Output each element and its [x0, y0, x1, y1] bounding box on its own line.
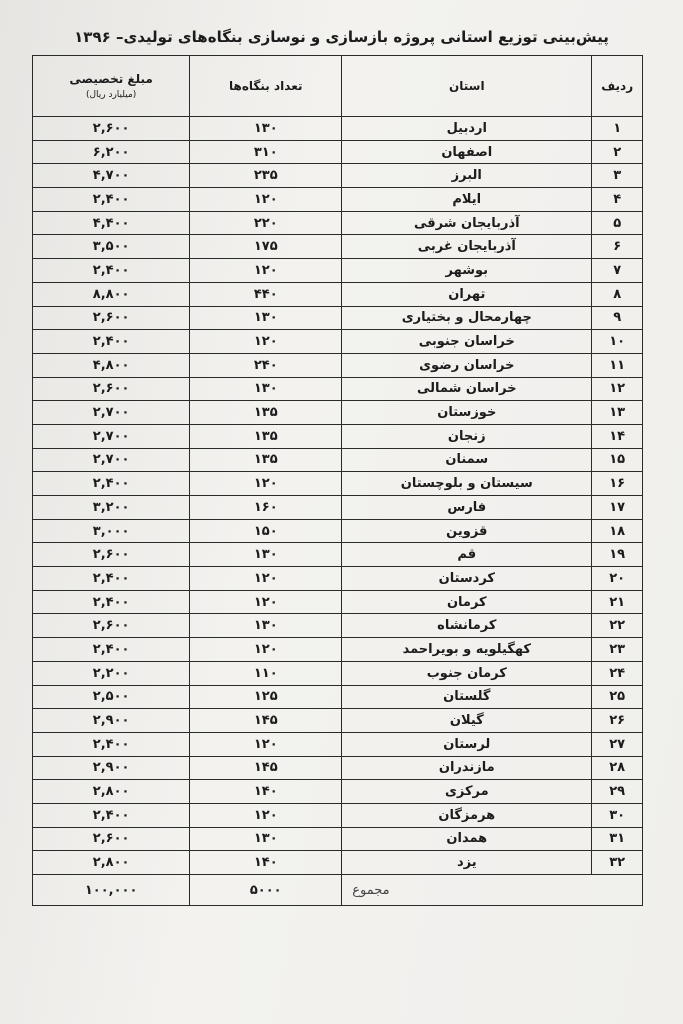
- row-count: ۱۳۰: [190, 377, 342, 401]
- row-amount: ۲,۲۰۰: [33, 661, 190, 685]
- row-index: ۲۶: [592, 709, 643, 733]
- row-amount: ۲,۴۰۰: [33, 590, 190, 614]
- row-index: ۳۱: [592, 827, 643, 851]
- table-row: [33, 235, 643, 259]
- row-index: ۱۱: [592, 353, 643, 377]
- row-count: ۱۳۰: [190, 827, 342, 851]
- row-amount: ۲,۶۰۰: [33, 377, 190, 401]
- table-row: [33, 732, 643, 756]
- row-count: ۱۲۰: [190, 259, 342, 283]
- row-province: خوزستان: [342, 401, 592, 425]
- row-province: یزد: [342, 851, 592, 875]
- table-row: [33, 306, 643, 330]
- total-amount: ۱۰۰,۰۰۰: [33, 875, 190, 906]
- row-index: ۲۹: [592, 780, 643, 804]
- row-count: ۴۴۰: [190, 282, 342, 306]
- table-row: [33, 140, 643, 164]
- row-amount: ۳,۲۰۰: [33, 496, 190, 520]
- row-amount: ۳,۵۰۰: [33, 235, 190, 259]
- table-row: [33, 519, 643, 543]
- row-index: ۲۸: [592, 756, 643, 780]
- table-row: [33, 756, 643, 780]
- row-index: ۷: [592, 259, 643, 283]
- table-row: [33, 448, 643, 472]
- table-row: [33, 709, 643, 733]
- row-count: ۱۲۰: [190, 638, 342, 662]
- row-province: لرستان: [342, 732, 592, 756]
- row-amount: ۲,۴۰۰: [33, 188, 190, 212]
- row-amount: ۲,۶۰۰: [33, 614, 190, 638]
- table-row: [33, 590, 643, 614]
- header-amount-label: مبلغ تخصیصی: [69, 72, 153, 86]
- row-province: آذربایجان غربی: [342, 235, 592, 259]
- row-province: ایلام: [342, 188, 592, 212]
- row-index: ۹: [592, 306, 643, 330]
- table-row: [33, 543, 643, 567]
- table-row: [33, 282, 643, 306]
- row-province: سمنان: [342, 448, 592, 472]
- row-index: ۱۴: [592, 424, 643, 448]
- row-index: ۱۸: [592, 519, 643, 543]
- table-row: [33, 661, 643, 685]
- row-count: ۱۴۰: [190, 851, 342, 875]
- row-count: ۱۷۵: [190, 235, 342, 259]
- table-row: [33, 259, 643, 283]
- row-count: ۱۲۰: [190, 590, 342, 614]
- table-body: [33, 117, 643, 875]
- row-index: ۵: [592, 211, 643, 235]
- row-amount: ۲,۴۰۰: [33, 259, 190, 283]
- row-count: ۱۲۰: [190, 472, 342, 496]
- row-count: ۱۲۰: [190, 567, 342, 591]
- row-amount: ۲,۷۰۰: [33, 448, 190, 472]
- total-count: ۵۰۰۰: [190, 875, 342, 906]
- row-province: اصفهان: [342, 140, 592, 164]
- row-amount: ۲,۴۰۰: [33, 330, 190, 354]
- row-count: ۱۴۰: [190, 780, 342, 804]
- row-province: زنجان: [342, 424, 592, 448]
- row-count: ۳۱۰: [190, 140, 342, 164]
- row-count: ۲۳۵: [190, 164, 342, 188]
- row-province: کهگیلویه و بویراحمد: [342, 638, 592, 662]
- row-index: ۲۲: [592, 614, 643, 638]
- row-count: ۱۳۰: [190, 117, 342, 141]
- header-amount: [33, 56, 190, 117]
- row-province: خراسان رضوی: [342, 353, 592, 377]
- row-amount: ۲,۴۰۰: [33, 803, 190, 827]
- row-amount: ۴,۸۰۰: [33, 353, 190, 377]
- row-index: ۳: [592, 164, 643, 188]
- row-amount: ۳,۰۰۰: [33, 519, 190, 543]
- row-province: همدان: [342, 827, 592, 851]
- header-count: تعداد بنگاه‌ها: [190, 56, 342, 117]
- row-province: کردستان: [342, 567, 592, 591]
- row-index: ۳۰: [592, 803, 643, 827]
- row-province: کرمان: [342, 590, 592, 614]
- row-province: قزوین: [342, 519, 592, 543]
- row-province: چهارمحال و بختیاری: [342, 306, 592, 330]
- row-amount: ۲,۶۰۰: [33, 827, 190, 851]
- table-row: [33, 780, 643, 804]
- row-amount: ۲,۶۰۰: [33, 543, 190, 567]
- header-province: استان: [342, 56, 592, 117]
- row-amount: ۲,۵۰۰: [33, 685, 190, 709]
- row-index: ۱۹: [592, 543, 643, 567]
- table-row: [33, 614, 643, 638]
- table-row: [33, 567, 643, 591]
- row-province: بوشهر: [342, 259, 592, 283]
- row-count: ۱۲۰: [190, 803, 342, 827]
- table-row: [33, 330, 643, 354]
- row-amount: ۲,۸۰۰: [33, 780, 190, 804]
- row-count: ۲۲۰: [190, 211, 342, 235]
- row-count: ۱۳۵: [190, 401, 342, 425]
- row-index: ۲: [592, 140, 643, 164]
- row-amount: ۲,۷۰۰: [33, 401, 190, 425]
- row-amount: ۲,۶۰۰: [33, 117, 190, 141]
- row-province: سیستان و بلوچستان: [342, 472, 592, 496]
- row-amount: ۲,۶۰۰: [33, 306, 190, 330]
- row-count: ۱۳۰: [190, 543, 342, 567]
- row-count: ۱۴۵: [190, 756, 342, 780]
- row-index: ۲۰: [592, 567, 643, 591]
- table-row: [33, 117, 643, 141]
- row-count: ۱۲۰: [190, 732, 342, 756]
- row-count: ۱۳۰: [190, 306, 342, 330]
- row-index: ۲۱: [592, 590, 643, 614]
- row-count: ۱۶۰: [190, 496, 342, 520]
- row-province: مازندران: [342, 756, 592, 780]
- row-index: ۲۷: [592, 732, 643, 756]
- row-amount: ۲,۴۰۰: [33, 638, 190, 662]
- row-province: آذربایجان شرقی: [342, 211, 592, 235]
- row-province: خراسان شمالی: [342, 377, 592, 401]
- table-row: [33, 377, 643, 401]
- total-row: [33, 875, 643, 906]
- row-province: تهران: [342, 282, 592, 306]
- table-row: [33, 827, 643, 851]
- table-row: [33, 851, 643, 875]
- row-index: ۴: [592, 188, 643, 212]
- row-amount: ۲,۴۰۰: [33, 732, 190, 756]
- row-province: گیلان: [342, 709, 592, 733]
- row-amount: ۴,۷۰۰: [33, 164, 190, 188]
- row-index: ۳۲: [592, 851, 643, 875]
- row-province: کرمانشاه: [342, 614, 592, 638]
- row-count: ۱۱۰: [190, 661, 342, 685]
- row-amount: ۲,۹۰۰: [33, 756, 190, 780]
- row-index: ۱۵: [592, 448, 643, 472]
- row-amount: ۶,۲۰۰: [33, 140, 190, 164]
- row-province: کرمان جنوب: [342, 661, 592, 685]
- table-row: [33, 164, 643, 188]
- row-index: ۸: [592, 282, 643, 306]
- row-count: ۱۳۰: [190, 614, 342, 638]
- table-row: [33, 188, 643, 212]
- table-row: [33, 211, 643, 235]
- table-row: [33, 472, 643, 496]
- row-province: گلستان: [342, 685, 592, 709]
- row-count: ۱۲۰: [190, 330, 342, 354]
- row-count: ۲۴۰: [190, 353, 342, 377]
- table-row: [33, 685, 643, 709]
- row-index: ۱۷: [592, 496, 643, 520]
- table-row: [33, 803, 643, 827]
- row-count: ۱۲۵: [190, 685, 342, 709]
- table-row: [33, 401, 643, 425]
- row-amount: ۲,۴۰۰: [33, 472, 190, 496]
- row-province: قم: [342, 543, 592, 567]
- row-amount: ۴,۴۰۰: [33, 211, 190, 235]
- row-count: ۱۲۰: [190, 188, 342, 212]
- table-row: [33, 638, 643, 662]
- row-index: ۲۳: [592, 638, 643, 662]
- header-amount-unit: (میلیارد ریال): [85, 90, 137, 100]
- row-province: فارس: [342, 496, 592, 520]
- row-index: ۱۳: [592, 401, 643, 425]
- row-count: ۱۴۵: [190, 709, 342, 733]
- allocation-table: [32, 55, 643, 906]
- row-amount: ۲,۴۰۰: [33, 567, 190, 591]
- row-index: ۲۵: [592, 685, 643, 709]
- row-index: ۲۴: [592, 661, 643, 685]
- row-province: مرکزی: [342, 780, 592, 804]
- row-index: ۱: [592, 117, 643, 141]
- row-province: البرز: [342, 164, 592, 188]
- table-row: [33, 353, 643, 377]
- row-province: خراسان جنوبی: [342, 330, 592, 354]
- total-label: مجموع: [342, 875, 643, 906]
- row-count: ۱۳۵: [190, 424, 342, 448]
- header-index: ردیف: [592, 56, 643, 117]
- row-index: ۶: [592, 235, 643, 259]
- table-row: [33, 424, 643, 448]
- row-amount: ۸,۸۰۰: [33, 282, 190, 306]
- table-row: [33, 496, 643, 520]
- document-title: پیش‌بینی توزیع استانی پروژه بازسازی و نوسازی بنگاه‌های تولیدی– ۱۳۹۶: [74, 28, 609, 46]
- row-index: ۱۰: [592, 330, 643, 354]
- table-header-row: [33, 56, 643, 117]
- row-count: ۱۵۰: [190, 519, 342, 543]
- row-count: ۱۳۵: [190, 448, 342, 472]
- row-amount: ۲,۸۰۰: [33, 851, 190, 875]
- row-province: اردبیل: [342, 117, 592, 141]
- row-province: هرمزگان: [342, 803, 592, 827]
- row-index: ۱۶: [592, 472, 643, 496]
- row-index: ۱۲: [592, 377, 643, 401]
- row-amount: ۲,۷۰۰: [33, 424, 190, 448]
- row-amount: ۲,۹۰۰: [33, 709, 190, 733]
